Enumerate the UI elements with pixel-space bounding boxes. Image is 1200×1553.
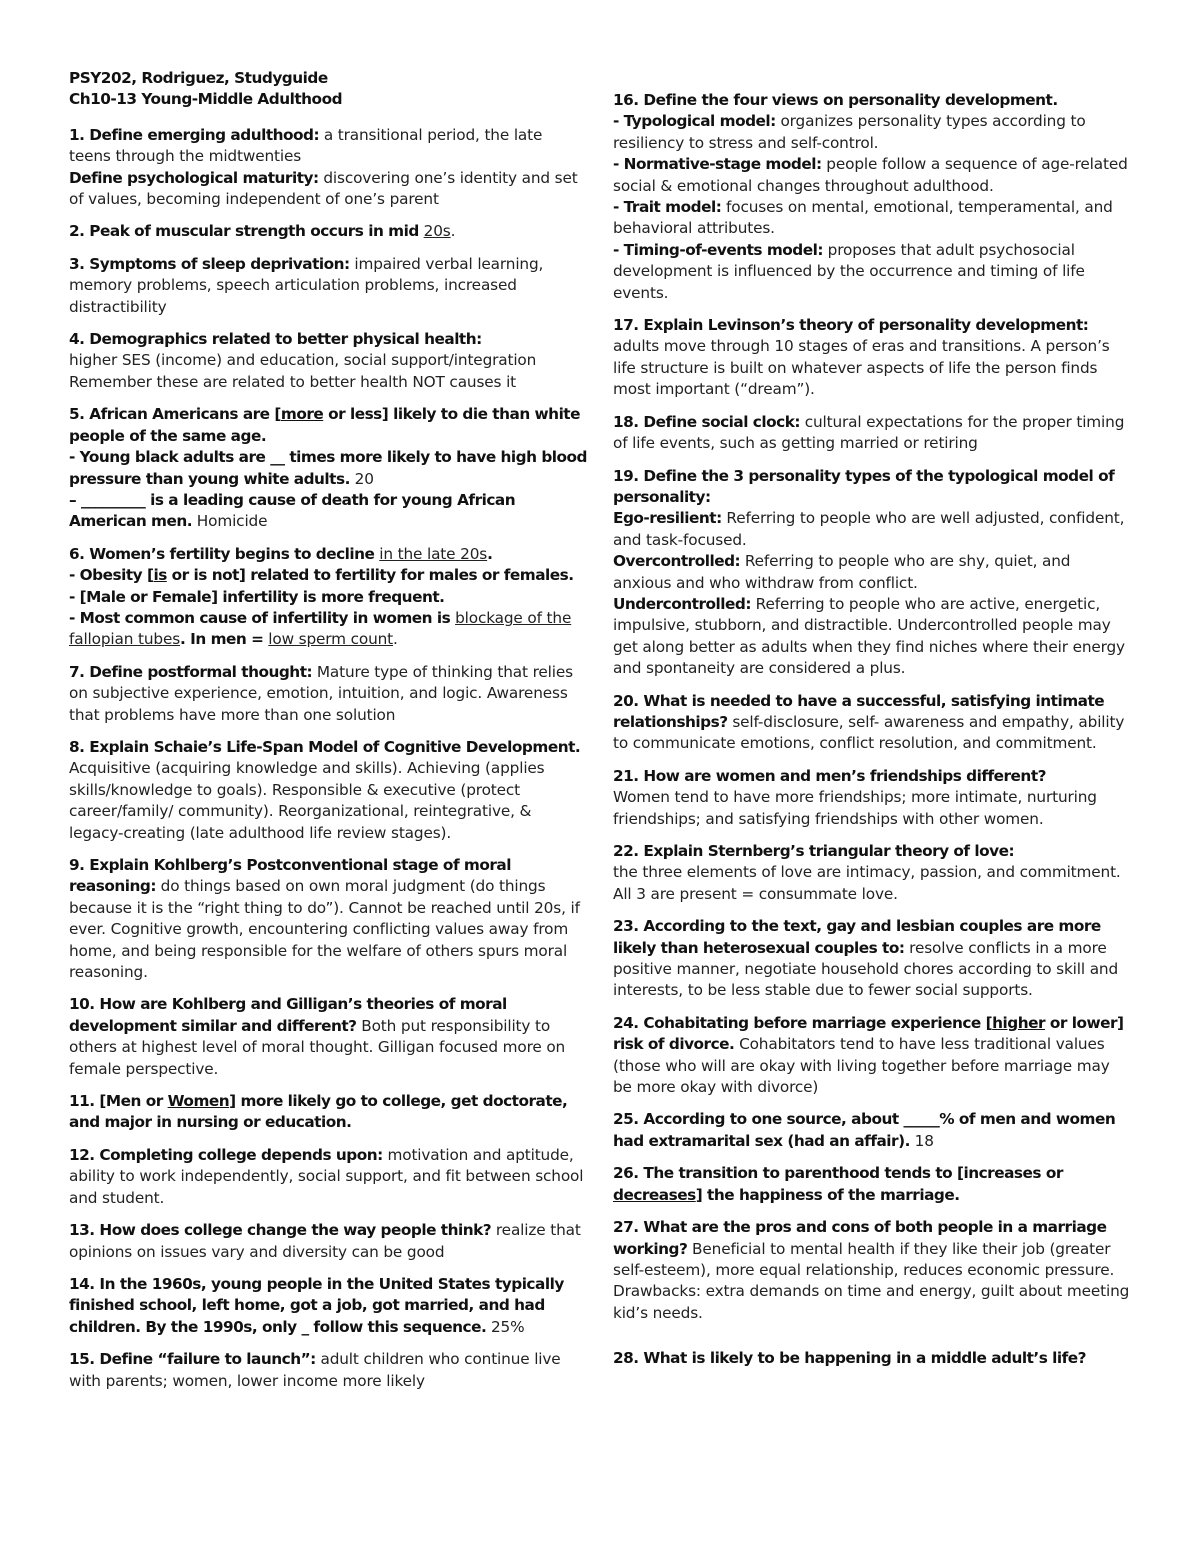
question-6-prompt: 6. Women’s fertility begins to decline: [69, 544, 380, 563]
typological-model-label: - Typological model:: [613, 112, 776, 131]
question-10-prompt: 10. How are Kohlberg and Gilligan’s theories of moral development similar and different?: [69, 995, 507, 1035]
question-16-prompt: 16. Define the four views on personality development.: [613, 91, 1058, 109]
typological-model-text: organizes personality types according to resiliency to stress and self-control.: [613, 112, 1086, 152]
question-24-prompt-start: 24. Cohabitating before marriage experience [: [613, 1013, 993, 1032]
question-26-prompt-start: 26. The transition to parenthood tends to [increases or: [613, 1164, 1063, 1183]
question-2-period: .: [450, 222, 456, 241]
question-12-answer: motivation and aptitude, ability to work independently, social support, and fit between school and student.: [69, 1145, 584, 1207]
question-21: [613, 766, 1133, 830]
question-2-answer: 20s: [423, 222, 451, 241]
question-19-prompt: 19. Define the 3 personality types of the typological model of personality:: [613, 466, 1115, 506]
question-27-answer: Beneficial to mental health if they like their job (greater self-esteem), more equal relationship, reduces economic pressure. Drawbacks: extra demands on time and energy, guilt about meeting kid’s needs.: [613, 1239, 1130, 1322]
question-1b-prompt: Define psychological maturity:: [69, 168, 319, 187]
question-8-prompt: 8. Explain Schaie’s Life-Span Model of Cognitive Development.: [69, 737, 581, 756]
question-18: [613, 412, 1133, 455]
question-7-answer: Mature type of thinking that relies on subjective experience, emotion, intuition, and logic. Awareness that problems have more than one solution: [69, 662, 573, 724]
ego-resilient-text: Referring to people who are well adjusted, confident, and task-focused.: [613, 509, 1125, 549]
chapter-title: Ch10-13 Young-Middle Adulthood: [69, 90, 343, 109]
question-20-answer: self-disclosure, self- awareness and empathy, ability to communicate emotions, conflict resolution, and commitment.: [613, 712, 1125, 753]
question-6d-answer: blockage of the fallopian tubes: [69, 608, 572, 649]
question-25-answer: 18: [909, 1131, 934, 1150]
question-13: [69, 1220, 587, 1263]
question-19: [613, 466, 1133, 680]
question-11-answer: Women: [167, 1092, 230, 1111]
document-header: [69, 68, 587, 111]
question-5-answer: more: [280, 405, 324, 424]
question-6b-prompt-end: or is not] related to fertility for males or females.: [166, 566, 574, 585]
question-6-answer: in the late 20s: [379, 544, 488, 563]
question-28-prompt: 28. What is likely to be happening in a middle adult’s life?: [613, 1349, 1087, 1368]
question-21-prompt: 21. How are women and men’s friendships different?: [613, 766, 1047, 785]
question-20: [613, 691, 1133, 755]
question-2-prompt: 2. Peak of muscular strength occurs in mid: [69, 222, 424, 241]
question-7-prompt: 7. Define postformal thought:: [69, 662, 313, 681]
question-14-answer: 25%: [486, 1317, 525, 1336]
question-10-answer: Both put responsibility to others at highest level of moral thought. Gilligan focused more on female perspective.: [69, 1016, 566, 1078]
course-title: PSY202, Rodriguez, Studyguide: [69, 69, 328, 87]
question-9-prompt: 9. Explain Kohlberg’s Postconventional stage of moral reasoning:: [69, 856, 511, 896]
question-6-period: .: [487, 544, 493, 563]
question-13-answer: realize that opinions on issues vary and diversity can be good: [69, 1221, 581, 1261]
question-18-answer: cultural expectations for the proper timing of life events, such as getting married or retiring: [613, 412, 1125, 453]
question-1-answer: a transitional period, the late teens through the midtwenties: [69, 125, 543, 166]
question-14-prompt: 14. In the 1960s, young people in the United States typically finished school, left home, got a job, got married, and had children. By the 1990s, only _ follow this sequence.: [69, 1274, 564, 1336]
question-1: [69, 125, 587, 211]
question-13-prompt: 13. How does college change the way people think?: [69, 1221, 492, 1240]
question-17-prompt: 17. Explain Levinson’s theory of personality development:: [613, 316, 1089, 335]
question-16: [613, 90, 1133, 304]
question-23-answer: resolve conflicts in a more positive manner, negotiate household chores according to skill and interests, to be less stable due to fewer social supports.: [613, 938, 1119, 1000]
overcontrolled-text: Referring to people who are shy, quiet, and anxious and who withdraw from conflict.: [613, 552, 1071, 592]
question-3: [69, 254, 587, 318]
question-9: [69, 855, 587, 983]
question-6e-answer: low sperm count: [268, 630, 394, 649]
timing-of-events-model-label: - Timing-of-events model:: [613, 240, 823, 259]
undercontrolled-label: Undercontrolled:: [613, 594, 751, 613]
question-11-prompt-start: 11. [Men or: [69, 1092, 168, 1111]
question-5b-answer: 20: [349, 469, 374, 488]
question-7: [69, 662, 587, 726]
question-5c-answer: Homicide: [192, 512, 268, 531]
question-24-explanation: Cohabitators tend to have less traditional values (those who will are okay with living together before marriage may be more okay with divorce): [613, 1035, 1110, 1097]
question-1-prompt: 1. Define emerging adulthood:: [69, 125, 320, 144]
question-4-note: Remember these are related to better health NOT causes it: [69, 372, 517, 391]
question-4: [69, 329, 587, 393]
question-6d-prompt: - Most common cause of infertility in women is: [69, 608, 456, 627]
question-4-prompt: 4. Demographics related to better physical health:: [69, 330, 482, 349]
question-26: [613, 1163, 1133, 1206]
question-24-answer: higher: [992, 1013, 1046, 1032]
question-9-answer: do things based on own moral judgment (do things because it is the “right thing to do”). Cannot be reached until 20s, if ever. Cognitive growth, encountering conflicting values away from home, and being responsible for the welfare of others spurs moral reasoning.: [69, 877, 580, 982]
question-15-answer: adult children who continue live with parents; women, lower income more likely: [69, 1350, 561, 1390]
question-12-prompt: 12. Completing college depends upon:: [69, 1145, 383, 1164]
question-25: [613, 1109, 1133, 1152]
question-17-answer: adults move through 10 stages of eras and transitions. A person’s life structure is built on whatever aspects of life the person finds most important (“dream”).: [613, 337, 1110, 399]
question-18-prompt: 18. Define social clock:: [613, 412, 800, 431]
question-22: [613, 841, 1133, 905]
question-15: [69, 1349, 587, 1392]
question-15-prompt: 15. Define “failure to launch”:: [69, 1350, 316, 1369]
overcontrolled-label: Overcontrolled:: [613, 552, 741, 571]
question-24-prompt-end: or lower] risk of divorce.: [613, 1013, 1124, 1054]
question-5b-prompt: - Young black adults are __ times more likely to have high blood pressure than young white adults.: [69, 448, 587, 488]
question-23: [613, 916, 1133, 1002]
question-6e-period: .: [393, 630, 398, 649]
question-5c-prompt: – _________ is a leading cause of death for young African American men.: [69, 490, 516, 531]
ego-resilient-label: Ego-resilient:: [613, 509, 722, 528]
question-28: [613, 1348, 1133, 1369]
question-4-answer: higher SES (income) and education, social support/integration: [69, 351, 537, 370]
normative-stage-model-text: people follow a sequence of age-related social & emotional changes throughout adulthood.: [613, 155, 1128, 195]
question-6b-prompt-start: - Obesity [: [69, 566, 154, 585]
question-20-prompt: 20. What is needed to have a successful, satisfying intimate relationships?: [613, 691, 1105, 731]
question-22-prompt: 22. Explain Sternberg’s triangular theory of love:: [613, 842, 1015, 860]
question-21-answer: Women tend to have more friendships; more intimate, nurturing friendships; and satisfying friendships with other women.: [613, 788, 1097, 828]
question-2: [69, 221, 587, 242]
question-24: [613, 1013, 1133, 1099]
question-6c-prompt: - [Male or Female] infertility is more frequent.: [69, 587, 445, 606]
question-22-answer: the three elements of love are intimacy, passion, and commitment. All 3 are present = consummate love.: [613, 863, 1121, 903]
question-26-answer: decreases: [613, 1185, 696, 1204]
question-5-prompt-end: or less] likely to die than white people of the same age.: [69, 405, 580, 445]
trait-model-text: focuses on mental, emotional, temperamental, and behavioral attributes.: [613, 198, 1113, 238]
question-1b-answer: discovering one’s identity and set of values, becoming independent of one’s parent: [69, 168, 578, 209]
question-5-prompt-start: 5. African Americans are [: [69, 405, 281, 424]
question-12: [69, 1145, 587, 1209]
question-5: [69, 404, 587, 532]
question-8: [69, 737, 587, 844]
question-11-prompt-end: ] more likely go to college, get doctorate, and major in nursing or education.: [69, 1092, 568, 1132]
question-6: [69, 544, 587, 651]
question-10: [69, 994, 587, 1080]
question-27-prompt: 27. What are the pros and cons of both people in a marriage working?: [613, 1218, 1107, 1258]
question-23-prompt: 23. According to the text, gay and lesbian couples are more likely than heterosexual couples to:: [613, 917, 1101, 957]
question-27: [613, 1217, 1133, 1324]
question-6b-answer: is: [153, 566, 167, 585]
undercontrolled-text: Referring to people who are active, energetic, impulsive, stubborn, and distractible. Undercontrolled people may get along better as adults when they find niches where their energy and spontaneity are considered a plus.: [613, 594, 1125, 678]
question-25-prompt: 25. According to one source, about _____% of men and women had extramarital sex (had an affair).: [613, 1110, 1116, 1150]
question-14: [69, 1274, 587, 1338]
right-column: [613, 90, 1133, 1381]
normative-stage-model-label: - Normative-stage model:: [613, 155, 822, 174]
question-6e-prompt: . In men =: [180, 630, 269, 649]
left-column: [69, 68, 587, 1403]
question-3-prompt: 3. Symptoms of sleep deprivation:: [69, 254, 350, 273]
question-17: [613, 315, 1133, 401]
question-8-answer: Acquisitive (acquiring knowledge and skills). Achieving (applies skills/knowledge to goals). Responsible & executive (protect career/family/ community). Reorganizational, reintegrative, & legacy-creating (late adulthood life review stages).: [69, 759, 545, 842]
question-26-prompt-end: ] the happiness of the marriage.: [695, 1185, 960, 1204]
timing-of-events-model-text: proposes that adult psychosocial development is influenced by the occurrence and timing of life events.: [613, 240, 1085, 302]
question-11: [69, 1091, 587, 1134]
question-3-answer: impaired verbal learning, memory problems, speech articulation problems, increased distractibility: [69, 254, 544, 316]
trait-model-label: - Trait model:: [613, 198, 722, 217]
